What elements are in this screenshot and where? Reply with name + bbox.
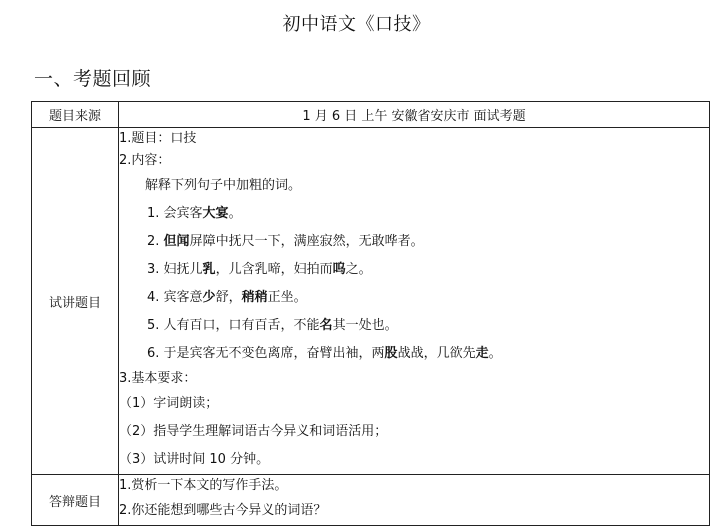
table-row-source: [32, 102, 710, 128]
sentence-text: 之。: [345, 262, 372, 277]
sentence-text: 3. 妇抚儿: [147, 262, 203, 277]
sentence-text: 。: [228, 206, 242, 221]
sentence-text: 2.: [147, 234, 164, 249]
sentence-item: [119, 228, 709, 256]
defense-label: 答辩题目: [32, 475, 119, 526]
lecture-instruction: 解释下列句子中加粗的词。: [145, 178, 302, 193]
source-value: 1 月 6 日 上午 安徽省安庆市 面试考题: [119, 102, 710, 128]
sentence-list: [119, 200, 709, 368]
bold-word: 股: [384, 346, 398, 361]
sentence-text: 屏障中抚尺一下，满座寂然，无敢哗者。: [189, 234, 424, 249]
defense-content: [119, 475, 710, 526]
sentence-text: ，儿含乳啼，妇拍而: [215, 262, 333, 277]
section-heading: 一、考题回顾: [34, 68, 152, 90]
exam-table: [31, 101, 710, 526]
bold-word: 稍稍: [241, 290, 268, 305]
defense-question: 1.赏析一下本文的写作手法。: [119, 478, 288, 493]
requirement-item: （3）试讲时间 10 分钟。: [119, 452, 270, 467]
bold-word: 少: [202, 290, 216, 305]
table-row-defense: [32, 475, 710, 526]
lecture-label: 试讲题目: [32, 128, 119, 475]
sentence-item: [119, 256, 709, 284]
bold-word: 乳: [202, 262, 216, 277]
document-title: 初中语文《口技》: [282, 14, 431, 35]
requirements-label: 3.基本要求：: [119, 371, 197, 386]
source-label: 题目来源: [32, 102, 119, 128]
requirement-item: （1）字词朗读；: [119, 396, 219, 411]
sentence-item: [119, 284, 709, 312]
sentence-text: 其一处也。: [332, 318, 398, 333]
lecture-content-label: 2.内容：: [119, 153, 171, 168]
sentence-text: 5. 人有百口，口有百舌，不能: [147, 318, 320, 333]
sentence-item: [119, 340, 709, 368]
defense-question: 2.你还能想到哪些古今异义的词语？: [119, 503, 327, 518]
bold-word: 走: [475, 346, 489, 361]
sentence-text: 4. 宾客意: [147, 290, 203, 305]
sentence-item: [119, 312, 709, 340]
sentence-text: 。: [488, 346, 502, 361]
table-row-lecture: [32, 128, 710, 475]
sentence-item: [119, 200, 709, 228]
lecture-topic: 1.题目：口技: [119, 131, 197, 146]
bold-word: 大宴: [202, 206, 229, 221]
bold-word: 名: [319, 318, 333, 333]
sentence-text: 6. 于是宾客无不变色离席，奋臂出袖，两: [147, 346, 385, 361]
sentence-text: 1. 会宾客: [147, 206, 203, 221]
bold-word: 呜: [332, 262, 346, 277]
lecture-content: [119, 128, 710, 475]
sentence-text: 舒，: [215, 290, 242, 305]
sentence-text: 战战，几欲先: [397, 346, 476, 361]
bold-word: 但闻: [163, 234, 190, 249]
sentence-text: 正坐。: [267, 290, 307, 305]
requirement-item: （2）指导学生理解词语古今异义和词语活用；: [119, 424, 388, 439]
